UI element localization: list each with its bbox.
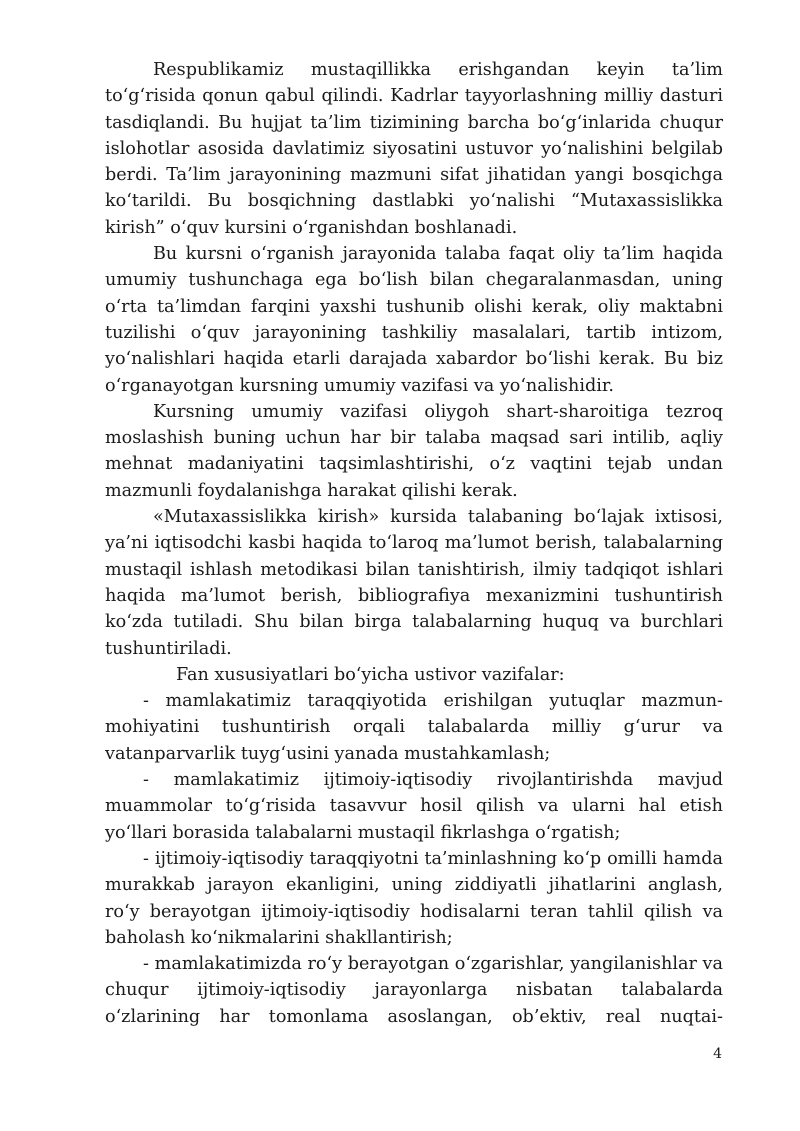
- body-text: [105, 57, 723, 1030]
- list-heading: Fan xususiyatlari bo‘yicha ustivor vazifalar:: [176, 664, 565, 685]
- paragraph: Respublikamiz mustaqillikka erishgandan keyin ta’lim to‘g‘risida qonun qabul qilindi. Kadrlar tayyorlashning milliy dasturi tasdiqlandi. Bu hujjat ta’lim tizimining barcha bo‘g‘inlarida chuqur islohotlar asosida davlatimiz siyosatini ustuvor yo‘nalishini belgilab berdi. Ta’lim jarayonining mazmuni sifat jihatidan yangi bosqichga ko‘tarildi. Bu bosqichning dastlabki yo‘nalishi “Mutaxassislikka kirish” o‘quv kursini o‘rganishdan boshlanadi.: [105, 60, 723, 238]
- page-number: 4: [713, 1046, 722, 1062]
- list-item: - mamlakatimiz taraqqiyotida erishilgan yutuqlar mazmun-mohiyatini tushuntirish orqali talabalarda milliy g‘urur va vatanparvarlik tuyg‘usini yanada mustahkamlash;: [105, 691, 723, 764]
- paragraph: «Mutaxassislikka kirish» kursida talabaning bo‘lajak ixtisosi, ya’ni iqtisodchi kasbi haqida to‘laroq ma’lumot berish, talabalarning mustaqil ishlash metodikasi bilan tanishtirish, ilmiy tadqiqot ishlari haqida ma’lumot berish, bibliografiya mexanizmini tushuntirish ko‘zda tutiladi. Shu bilan birga talabalarning huquq va burchlari tushuntiriladi.: [105, 507, 723, 659]
- paragraph: Bu kursni o‘rganish jarayonida talaba faqat oliy ta’lim haqida umumiy tushunchaga ega bo‘lish bilan chegaralanmasdan, uning o‘rta ta’limdan farqini yaxshi tushunib olishi kerak, oliy maktabni tuzilishi o‘quv jarayonining tashkiliy masalalari, tartib intizom, yo‘nalishlari haqida etarli darajada xabardor bo‘lishi kerak. Bu biz o‘rganayotgan kursning umumiy vazifasi va yo‘nalishidir.: [105, 244, 723, 396]
- paragraph: Kursning umumiy vazifasi oliygoh shart-sharoitiga tezroq moslashish buning uchun har bir talaba maqsad sari intilib, aqliy mehnat madaniyatini taqsimlashtirishi, o‘z vaqtini tejab undan mazmunli foydalanishga harakat qilishi kerak.: [105, 401, 723, 501]
- list-item: - mamlakatimiz ijtimoiy-iqtisodiy rivojlantirishda mavjud muammolar to‘g‘risida tasavvur hosil qilish va ularni hal etish yo‘llari borasida talabalarni mustaqil fikrlashga o‘rgatish;: [105, 770, 723, 843]
- list-item: - ijtimoiy-iqtisodiy taraqqiyotni ta’minlashning ko‘p omilli hamda murakkab jarayon ekanligini, uning ziddiyatli jihatlarini anglash, ro‘y berayotgan ijtimoiy-iqtisodiy hodisalarni teran tahlil qilish va baholash ko‘nikmalarini shakllantirish;: [105, 848, 723, 948]
- list-item: - mamlakatimizda ro‘y berayotgan o‘zgarishlar, yangilanishlar va chuqur ijtimoiy-iqtisodiy jarayonlarga nisbatan talabalarda o‘zlarining har tomonlama asoslangan, ob’ektiv, real nuqtai-: [105, 954, 723, 1027]
